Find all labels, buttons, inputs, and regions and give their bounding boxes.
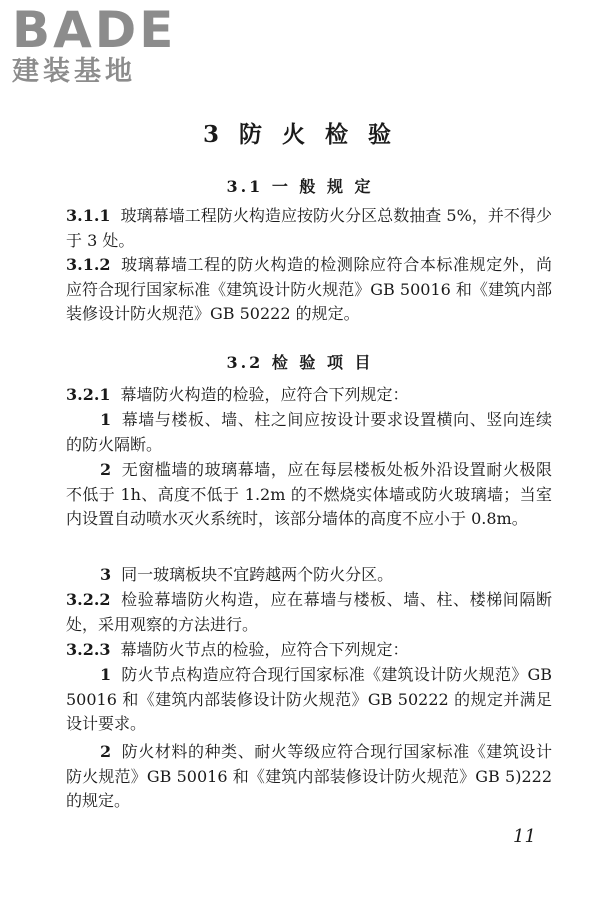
clause-3-2-1-item-1 [66, 408, 552, 457]
item-text: 无窗槛墙的玻璃幕墙，应在每层楼板处板外沿设置耐火极限不低于 1h、高度不低于 1.2m 的不燃烧实体墙或防火玻璃墙；当室内设置自动喷水灭火系统时，该部分墙体的高度不应小于 0.8m。 [66, 460, 552, 528]
clause-3-2-1-item-3 [66, 563, 552, 588]
clause-text: 幕墙防火节点的检验，应符合下列规定： [120, 640, 409, 659]
clause-text: 玻璃幕墙工程防火构造应按防火分区总数抽查 5%，并不得少于 3 处。 [66, 206, 552, 250]
section-title-3-2: 3.2 检 验 项 目 [226, 353, 374, 372]
clause-3-2-3-item-1 [66, 663, 552, 737]
clause-text: 检验幕墙防火构造，应在幕墙与楼板、墙、柱、楼梯间隔断处，采用观察的方法进行。 [66, 590, 552, 634]
clause-3-2-1 [66, 383, 552, 408]
item-text: 幕墙与楼板、墙、柱之间应按设计要求设置横向、竖向连续的防火隔断。 [66, 410, 552, 454]
clause-3-2-2 [66, 588, 552, 637]
clause-3-1-2 [66, 253, 552, 327]
item-text: 防火节点构造应符合现行国家标准《建筑设计防火规范》GB 50016 和《建筑内部装修设计防火规范》GB 50222 的规定并满足设计要求。 [66, 665, 552, 733]
clause-3-2-3-item-2 [66, 740, 552, 814]
clause-3-1-1 [66, 204, 552, 253]
clause-number: 3.2.2 [66, 590, 111, 609]
item-number: 3 [100, 565, 112, 584]
chapter-title: 3 防 火 检 验 [202, 121, 398, 148]
clause-3-2-1-item-2 [66, 458, 552, 532]
page-number: 11 [513, 826, 536, 847]
clause-number: 3.1.2 [66, 255, 111, 274]
item-number: 2 [100, 742, 112, 761]
clause-number: 3.1.1 [66, 206, 111, 225]
section-title-3-1: 3.1 一 般 规 定 [226, 177, 374, 196]
logo-wordmark: BADE [12, 1, 177, 59]
item-number: 1 [100, 665, 112, 684]
clause-text: 幕墙防火构造的检验，应符合下列规定： [120, 385, 409, 404]
clause-number: 3.2.3 [66, 640, 111, 659]
item-text: 防火材料的种类、耐火等级应符合现行国家标准《建筑设计防火规范》GB 50016 和《建筑内部装修设计防火规范》GB 5)222 的规定。 [66, 742, 552, 810]
item-number: 1 [100, 410, 112, 429]
clause-text: 玻璃幕墙工程的防火构造的检测除应符合本标准规定外，尚应符合现行国家标准《建筑设计防火规范》GB 50016 和《建筑内部装修设计防火规范》GB 50222 的规定。 [66, 255, 552, 323]
logo-chinese-name: 建装基地 [12, 56, 136, 87]
bade-logo [12, 1, 187, 88]
item-text: 同一玻璃板块不宜跨越两个防火分区。 [121, 565, 394, 584]
clause-number: 3.2.1 [66, 385, 111, 404]
clause-3-2-3 [66, 638, 552, 663]
item-number: 2 [100, 460, 112, 479]
